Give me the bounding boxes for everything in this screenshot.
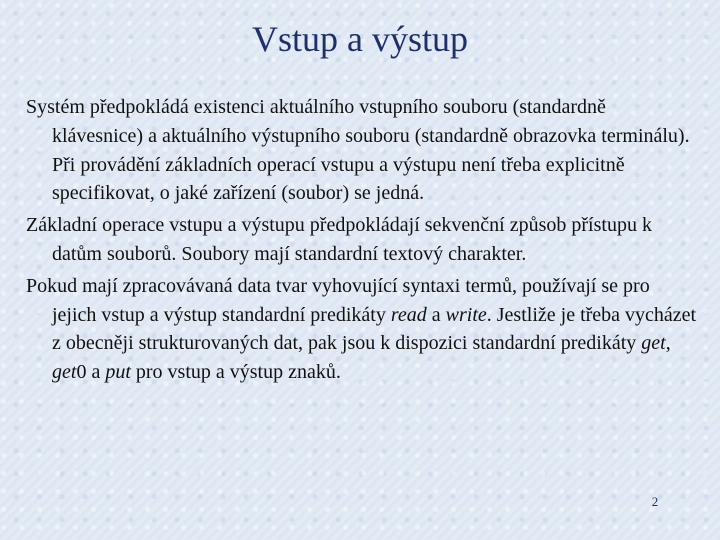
paragraph-text: a [426,303,446,326]
paragraph-current-files [26,93,698,208]
paragraph-text: pro vstup a výstup znaků. [130,361,341,384]
paragraph-text: , [665,332,671,355]
predicate-get0: get [52,361,77,384]
slide-title: Vstup a výstup [252,19,468,59]
paragraph-text: 0 a [76,361,106,384]
page-number: 2 [651,494,659,509]
predicate-get: get [641,332,666,355]
paragraph-sequential-access [26,211,698,269]
paragraph-text: . Jestliže je třeba vycházet z obecněji strukturovaných dat, pak jsou k dispozici standardní predikáty [52,303,697,355]
paragraph-text: Základní operace vstupu a výstupu předpokládají sekvenční způsob přístupu k datům souborů. Soubory mají standardní textový charakter. [26,214,652,265]
paragraph-predicates [26,272,698,387]
predicate-put: put [105,361,131,384]
paragraph-text: Pokud mají zpracovávaná data tvar vyhovující syntaxi termů, používají se pro jejich vstup a výstup standardní predikáty [26,274,650,326]
slide-body [26,93,698,390]
paragraph-text: Systém předpokládá existenci aktuálního vstupního souboru (standardně klávesnice) a aktuálního výstupního souboru (standardně obrazovka terminálu). Při provádění základních operací vstupu a výstupu není třeba explicitně specifikovat, o jaké zařízení (soubor) se jedná. [26,96,690,205]
predicate-write: write [445,303,487,326]
predicate-read: read [390,303,427,326]
